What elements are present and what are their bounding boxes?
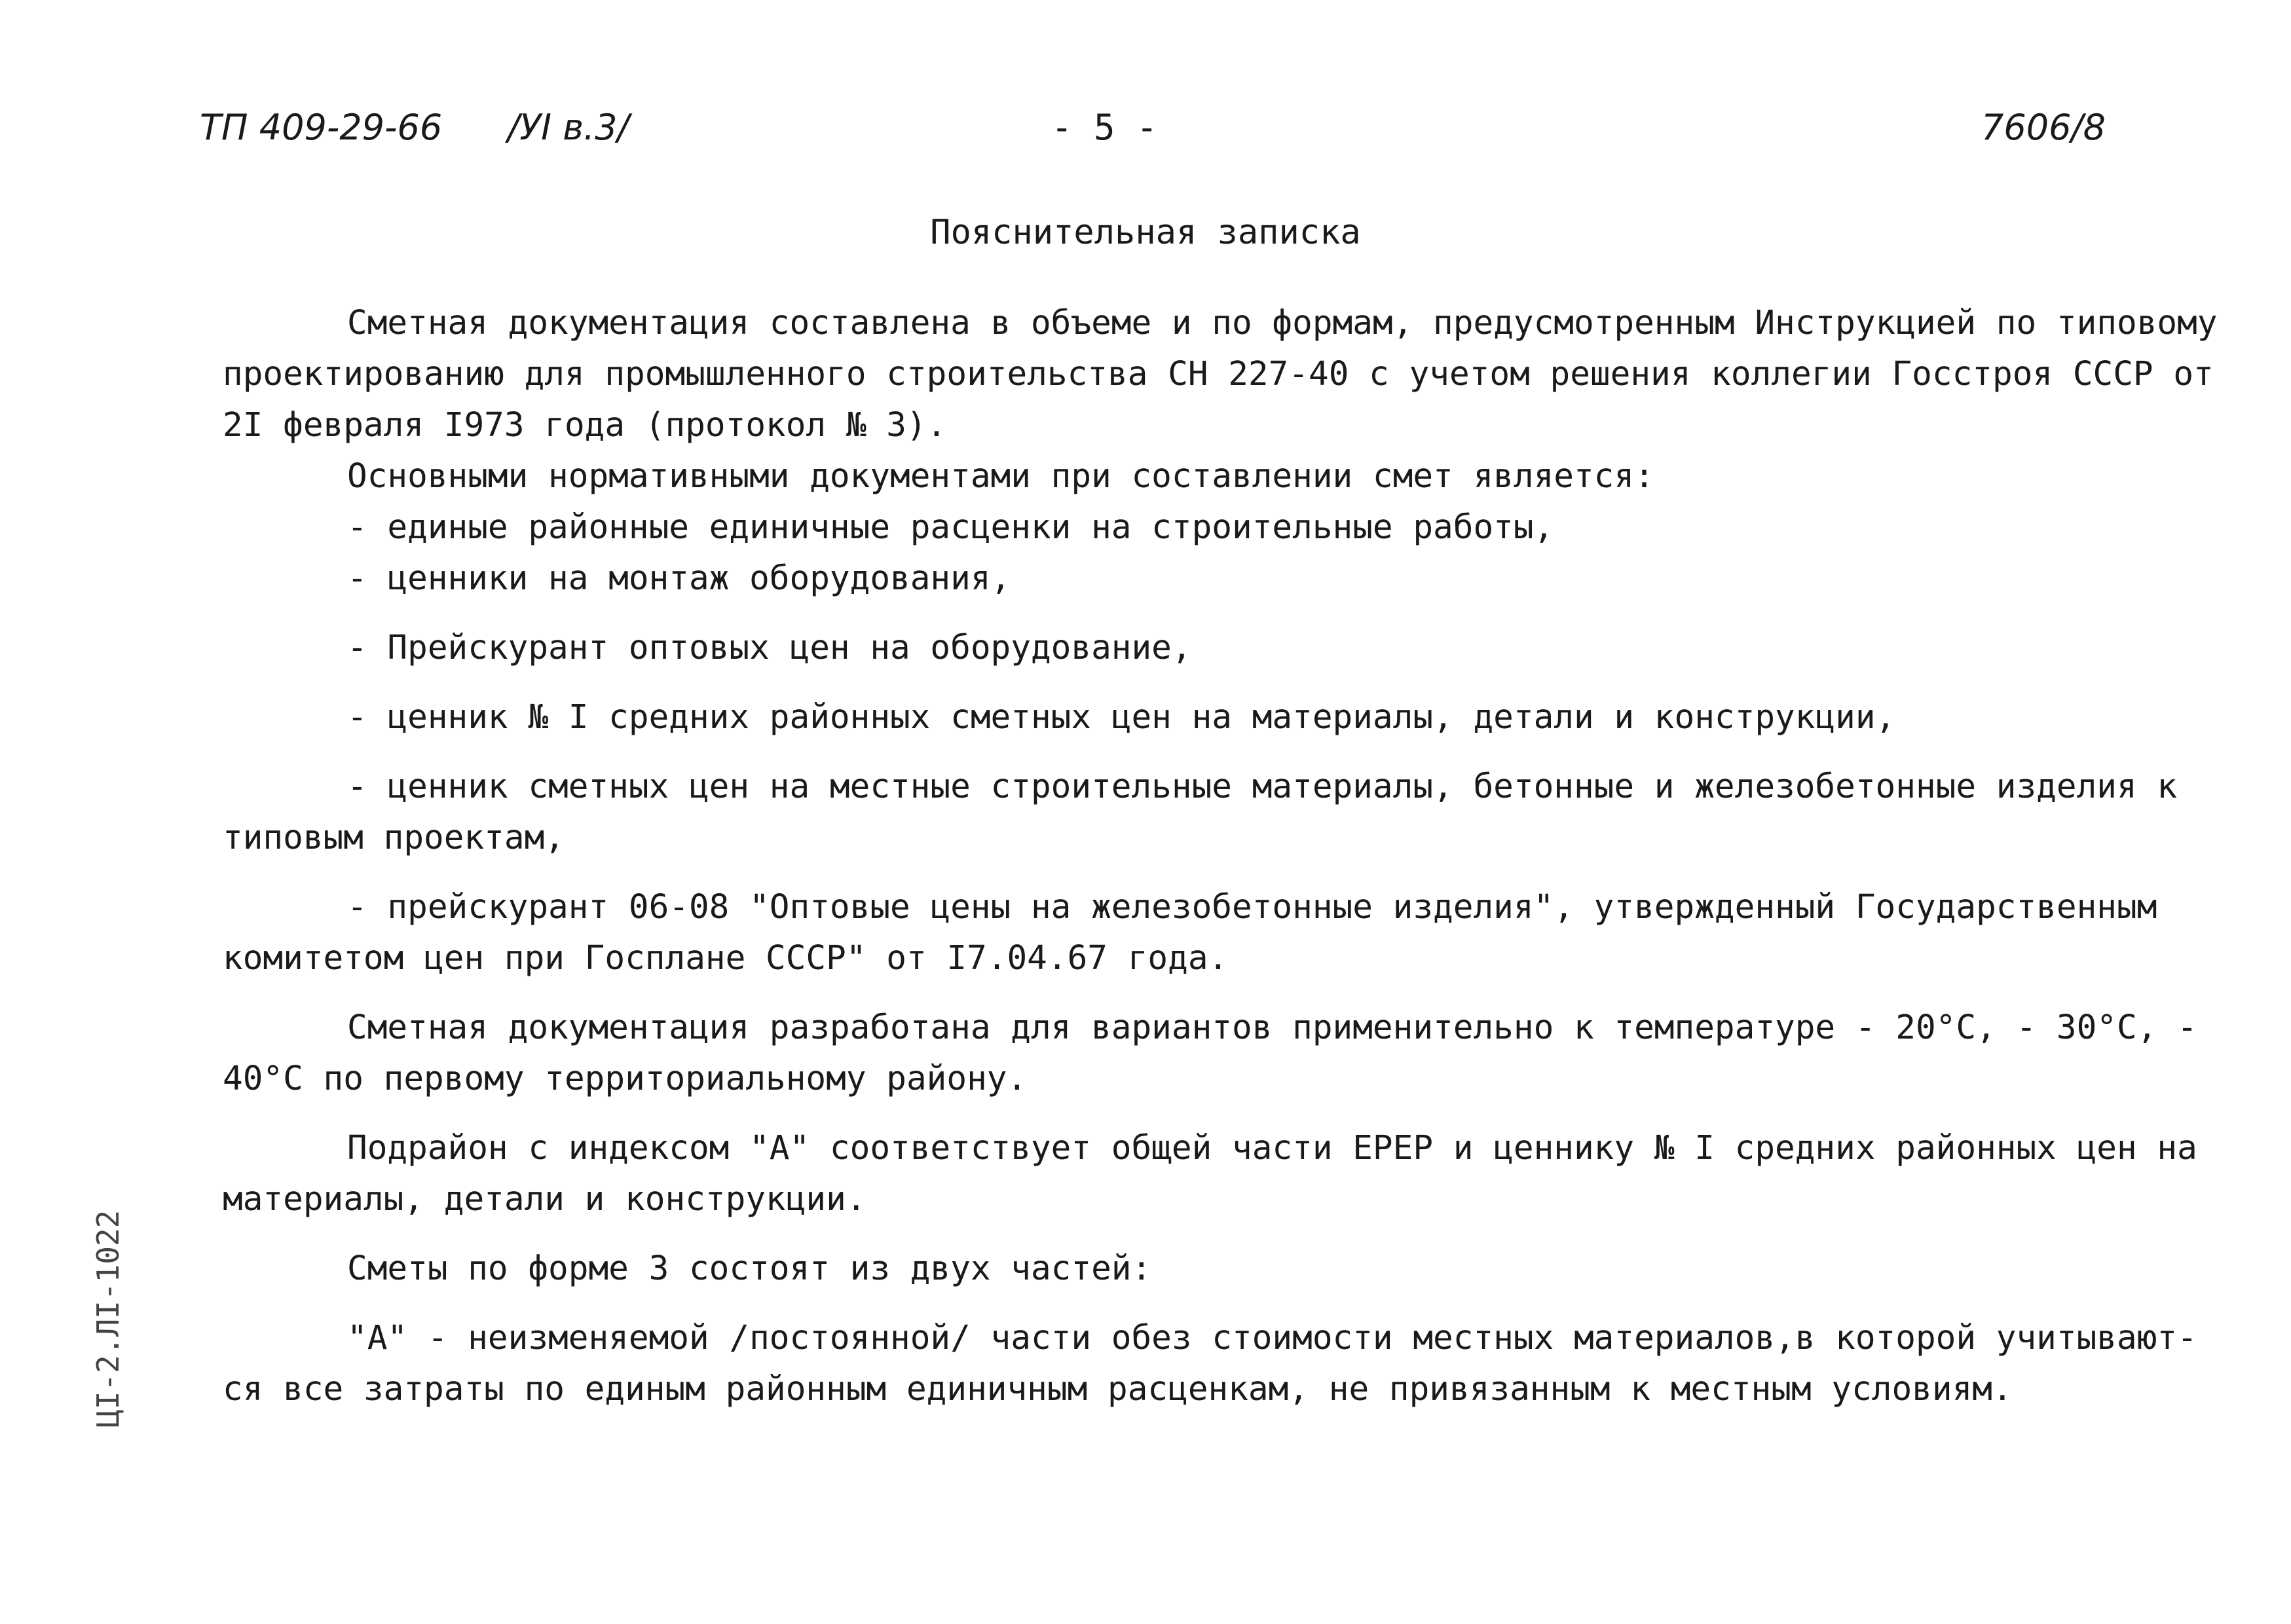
margin-stamp: ЦI-2.ЛI-1022 xyxy=(90,1209,126,1428)
list-item-installation-prices: - ценники на монтаж оборудования, xyxy=(347,559,1011,598)
inventory-number: 7606/8 xyxy=(1981,107,2106,148)
list-item-local-materials: - ценник сметных цен на местные строительные материалы, бетонные и железобетонные изделия к типовым проектам, xyxy=(223,767,2178,857)
volume-label: /УI в.3/ xyxy=(508,107,629,148)
paragraph-subregion: Подрайон с индексом "А" соответствует общей части ЕРЕР и ценнику № I средних районных цен на материалы, детали и конструкции. xyxy=(223,1129,2197,1219)
list-item-unit-rates: - единые районные единичные расценки на строительные работы, xyxy=(347,508,1554,547)
page-number: - 5 - xyxy=(1051,107,1158,148)
paragraph-part-a: "А" - неизменяемой /постоянной/ части обез стоимости местных материалов,в которой учитывают- ся все затраты по единым районным единичным расценкам, не привязанным к местным условиям. xyxy=(223,1319,2197,1409)
list-item-concrete-pricelist: - прейскурант 06-08 "Оптовые цены на железобетонные изделия", утвержденный Государственным комитетом цен при Госплане СССР" от I7.04.67 года. xyxy=(223,888,2157,978)
paragraph-normative-docs: Основными нормативными документами при составлении смет является: xyxy=(347,457,1654,496)
document-body xyxy=(223,298,2240,1415)
paragraph-temperature: Сметная документация разработана для вариантов применительно к температуре - 20°С, - 30°С, - 40°С по первому территориальному району. xyxy=(223,1008,2197,1098)
document-code: ТП 409-29-66 xyxy=(200,107,443,148)
list-item-materials-pricelist: - ценник № I средних районных сметных цен на материалы, детали и конструкции, xyxy=(347,698,1896,737)
list-item-equipment-pricelist: - Прейскурант оптовых цен на оборудование, xyxy=(347,629,1192,667)
paragraph-intro: Сметная документация составлена в объеме и по формам, предусмотренным Инструкцией по типовому проектированию для промышленного строительства СН 227-40 с учетом решения коллегии Госстроя СССР от 2I февраля I973 года (протокол № 3). xyxy=(223,304,2218,445)
paragraph-estimate-parts: Сметы по форме 3 состоят из двух частей: xyxy=(347,1249,1152,1288)
document-title: Пояснительная записка xyxy=(930,213,1361,252)
